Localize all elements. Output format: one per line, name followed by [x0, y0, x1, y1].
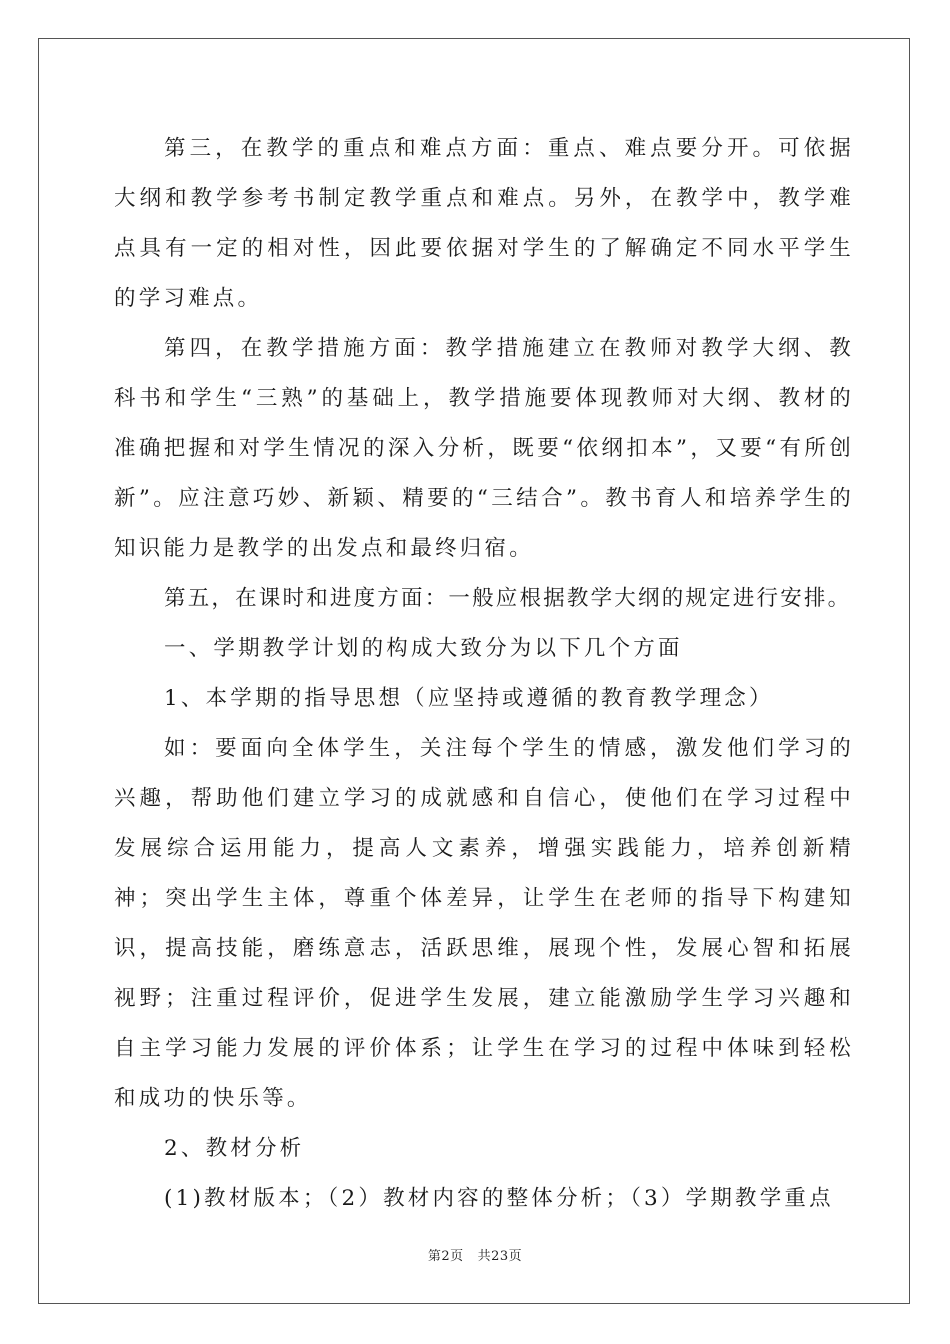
section-heading-plan-structure: 一、学期教学计划的构成大致分为以下几个方面: [164, 636, 683, 661]
page-total: 共23页: [477, 1249, 523, 1264]
subheading-guiding-ideology: 1、本学期的指导思想（应坚持或遵循的教育教学理念）: [164, 686, 774, 711]
page-number: 第2页: [427, 1249, 464, 1264]
paragraph-key-points: 第三，在教学的重点和难点方面：重点、难点要分开。可依据大纲和教学参考书制定教学重点和难点。另外，在教学中，教学难点具有一定的相对性，因此要依据对学生的了解确定不同水平学生的学习难点。: [114, 136, 854, 311]
paragraph-schedule: 第五，在课时和进度方面：一般应根据教学大纲的规定进行安排。: [164, 586, 852, 611]
paragraph-teaching-measures: 第四，在教学措施方面：教学措施建立在教师对教学大纲、教科书和学生“三熟”的基础上，教学措施要体现教师对大纲、教材的准确把握和对学生情况的深入分析，既要“依纲扣本”，又要“有所创新”。应注意巧妙、新颖、精要的“三结合”。教书育人和培养学生的知识能力是教学的出发点和最终归宿。: [114, 336, 854, 561]
page-footer: [0, 1245, 950, 1264]
document-body: [114, 124, 854, 1224]
paragraph-textbook-items: (1)教材版本；（2）教材内容的整体分析；（3）学期教学重点: [164, 1186, 834, 1211]
subheading-textbook-analysis: 2、教材分析: [164, 1136, 305, 1161]
paragraph-example: 如：要面向全体学生，关注每个学生的情感，激发他们学习的兴趣，帮助他们建立学习的成就感和自信心，使他们在学习过程中发展综合运用能力，提高人文素养，增强实践能力，培养创新精神；突出学生主体，尊重个体差异，让学生在老师的指导下构建知识，提高技能，磨练意志，活跃思维，展现个性，发展心智和拓展视野；注重过程评价，促进学生发展，建立能激励学生学习兴趣和自主学习能力发展的评价体系；让学生在学习的过程中体味到轻松和成功的快乐等。: [114, 736, 854, 1111]
